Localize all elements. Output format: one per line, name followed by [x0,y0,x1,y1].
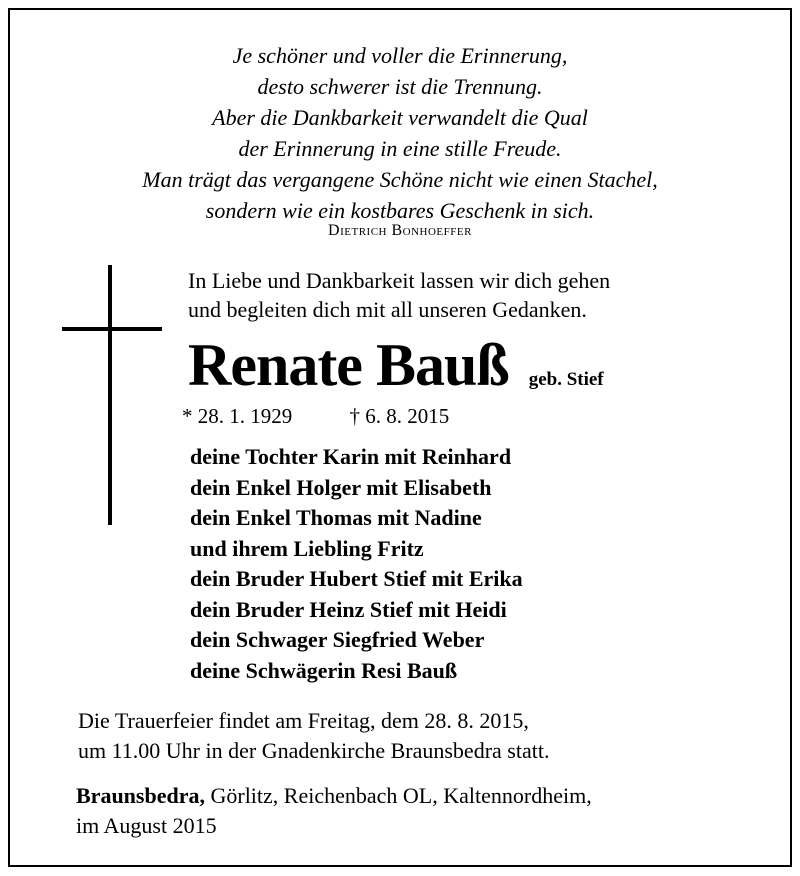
family-member: und ihrem Liebling Fritz [190,535,424,561]
quote-line: sondern wie ein kostbares Geschenk in sich. [205,198,595,223]
family-member: dein Bruder Hubert Stief mit Erika [190,566,523,591]
cross-vertical-bar [108,265,112,525]
other-towns: Görlitz, Reichenbach OL, Kaltennordheim, [204,783,592,808]
family-member: deine Tochter Karin mit Reinhard [190,444,512,469]
main-town: Braunsbedra, [76,783,205,808]
intro-line: und begleiten dich mit all unseren Gedanken. [188,297,587,322]
cross-horizontal-bar [62,327,162,331]
date-line: im August 2015 [76,813,217,838]
quote-line: Man trägt das vergangene Schöne nicht wie einen Stachel, [142,167,658,192]
quote-line: der Erinnerung in eine stille Freude. [238,136,562,161]
place-and-date [76,781,592,841]
family-member: dein Schwager Siegfried Weber [190,627,485,652]
life-dates [182,402,449,430]
quote-block [0,40,800,226]
death-date: † 6. 8. 2015 [349,404,450,428]
service-line: Die Trauerfeier findet am Freitag, dem 28. 8. 2015, [78,708,529,733]
quote-line: desto schwerer ist die Trennung. [257,74,543,99]
birth-name: geb. Stief [528,369,604,390]
quote-author: Dietrich Bonhoeffer [328,222,472,239]
deceased-name: Renate Bauß [188,332,509,398]
place-line [76,781,592,811]
quote-line: Je schöner und voller die Erinnerung, [232,43,568,68]
service-info [78,706,549,766]
birth-date: * 28. 1. 1929 [182,404,293,428]
family-list [190,442,523,686]
family-member: dein Bruder Heinz Stief mit Heidi [190,596,507,622]
family-member: dein Enkel Thomas mit Nadine [190,505,482,530]
service-line: um 11.00 Uhr in der Gnadenkirche Braunsbedra statt. [78,738,550,763]
intro-line: In Liebe und Dankbarkeit lassen wir dich gehen [188,268,611,293]
intro-text [188,266,610,324]
quote-line: Aber die Dankbarkeit verwandelt die Qual [212,105,588,130]
family-member: dein Enkel Holger mit Elisabeth [190,474,492,500]
family-member: deine Schwägerin Resi Bauß [190,657,458,683]
